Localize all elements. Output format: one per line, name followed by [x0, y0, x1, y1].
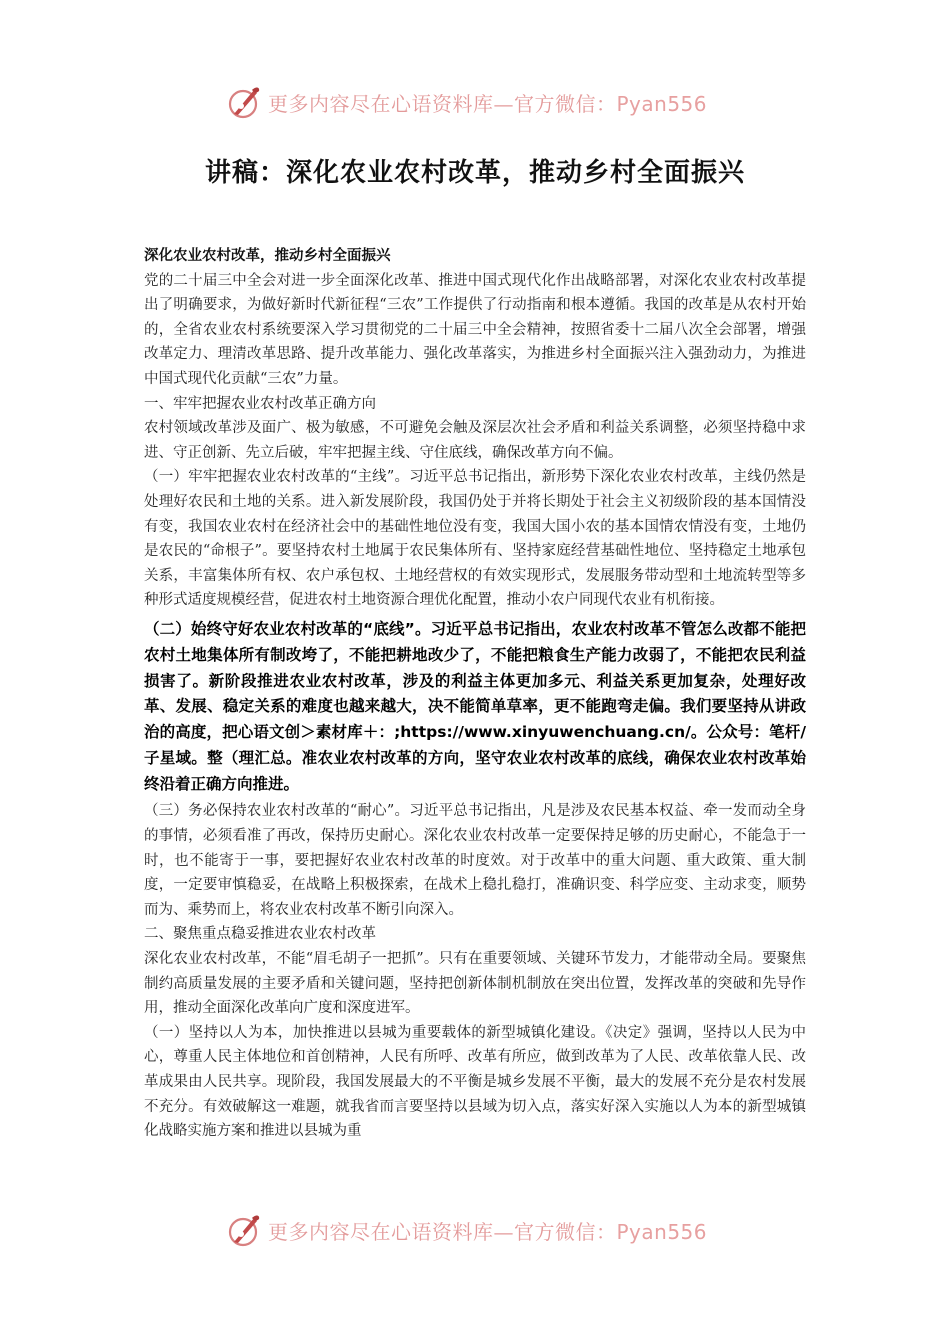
- footer-banner-handle: Pyan556: [616, 1219, 708, 1244]
- paragraph-section-1-intro: 农村领域改革涉及面广、极为敏感，不可避免会触及深层次社会矛盾和利益关系调整，必须坚持稳中求进、守正创新、先立后破，牢牢把握主线、守住底线，确保改革方向不偏。: [144, 420, 806, 461]
- section-heading-2: 二、聚焦重点稳妥推进农业农村改革: [144, 926, 376, 943]
- document-subtitle: 深化农业农村改革，推动乡村全面振兴: [144, 248, 391, 264]
- paragraph-bottomline: （二）始终守好农业农村改革的“底线”。习近平总书记指出，农业农村改革不管怎么改都不能把农村土地集体所有制改垮了，不能把耕地改少了，不能把粮食生产能力改弱了，不能把农民利益损害了。新阶段推进农业农村改革，涉及的利益主体更加多元、利益关系更加复杂，处理好改革、发展、稳定关系的难度也越来越大，决不能简单草率，更不能跑弯走偏。我们要坚持从讲政治的高度，把心语文创＞素材库＋：;https://www.xinyuwenchuang.cn/。公众号：笔杆/子星域。整（理汇总。准农业农村改革的方向，坚守农业农村改革的底线，确保农业农村改革始终沿着正确方向推进。: [144, 619, 806, 793]
- paragraph-patience: （三）务必保持农业农村改革的“耐心”。习近平总书记指出，凡是涉及农民基本权益、牵一发而动全身的事情，必须看准了再改，保持历史耐心。深化农业农村改革一定要保持足够的历史耐心，不能急于一时，也不能寄于一事，要把握好农业农村改革的时度效。对于改革中的重大问题、重大政策、重大制度，一定要审慎稳妥，在战略上积极探索，在战术上稳扎稳打，准确识变、科学应变、主动求变，顺势而为、乘势而上，将农业农村改革不断引向深入。: [144, 803, 806, 918]
- footer-banner[interactable]: [226, 1210, 726, 1250]
- section-heading-1: 一、牢牢把握农业农村改革正确方向: [144, 395, 376, 412]
- header-banner[interactable]: [226, 82, 726, 122]
- paragraph-people-centered: （一）坚持以人为本，加快推进以县城为重要载体的新型城镇化建设。《决定》强调，坚持以人民为中心，尊重人民主体地位和首创精神，人民有所呼、改革有所应，做到改革为了人民、改革依靠人民、改革成果由人民共享。现阶段，我国发展最大的不平衡是城乡发展不平衡，最大的发展不充分是农村发展不充分。有效破解这一难题，就我省而言要坚持以县域为切入点，落实好深入实施以人为本的新型城镇化战略实施方案和推进以县城为重: [144, 1024, 806, 1140]
- paragraph-section-2-intro: 深化农业农村改革，不能“眉毛胡子一把抓”。只有在重要领域、关键环节发力，才能带动全局。要聚焦制约高质量发展的主要矛盾和关键问题，坚持把创新体制机制放在突出位置，发挥改革的突破和先导作用，推动全面深化改革向广度和深度进军。: [144, 951, 806, 1017]
- paragraph-mainline: （一）牢牢把握农业农村改革的“主线”。习近平总书记指出，新形势下深化农业农村改革，主线仍然是处理好农民和土地的关系。进入新发展阶段，我国仍处于并将长期处于社会主义初级阶段的基本国情没有变，我国农业农村在经济社会中的基础性地位没有变，我国大国小农的基本国情农情没有变，土地仍是农民的“命根子”。要坚持农村土地属于农民集体所有、坚持家庭经营基础性地位、坚持稳定土地承包关系，丰富集体所有权、农户承包权、土地经营权的有效实现形式，发展服务带动型和土地流转型等多种形式适度规模经营，促进农村土地资源合理优化配置，推动小农户同现代农业有机衔接。: [144, 469, 806, 609]
- paragraph-intro: 党的二十届三中全会对进一步全面深化改革、推进中国式现代化作出战略部署，对深化农业农村改革提出了明确要求，为做好新时代新征程“三农”工作提供了行动指南和根本遵循。我国的改革是从农村开始的，全省农业农村系统要深入学习贯彻党的二十届三中全会精神，按照省委十二届八次全会部署，增强改革定力、理清改革思路、提升改革能力、强化改革落实，为推进乡村全面振兴注入强劲动力，为推进中国式现代化贡献“三农”力量。: [144, 272, 806, 387]
- header-banner-handle: Pyan556: [616, 91, 708, 116]
- header-banner-text: 更多内容尽在心语资料库—官方微信：Pyan556: [268, 91, 708, 116]
- document-body: [144, 244, 806, 1144]
- page-title: 讲稿：深化农业农村改革，推动乡村全面振兴: [204, 158, 745, 188]
- quill-pen-icon: [226, 84, 262, 120]
- quill-pen-icon: [226, 1212, 262, 1248]
- footer-banner-text: 更多内容尽在心语资料库—官方微信：Pyan556: [268, 1219, 708, 1244]
